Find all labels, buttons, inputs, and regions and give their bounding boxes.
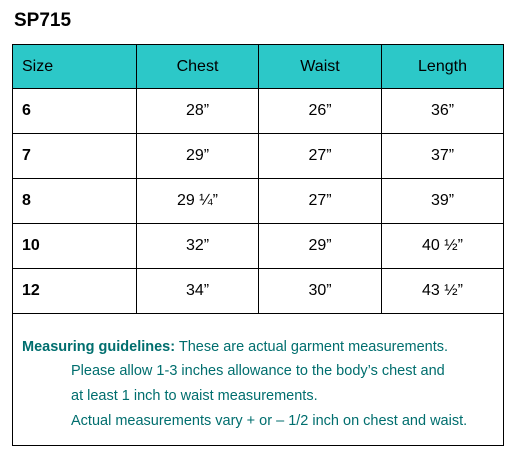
cell-size: 12 <box>13 269 137 314</box>
table-row <box>13 89 504 134</box>
cell-waist: 27” <box>259 134 382 179</box>
header-chest: Chest <box>137 45 259 89</box>
table-row <box>13 179 504 224</box>
cell-chest: 28” <box>137 89 259 134</box>
cell-chest: 29 ¼” <box>137 179 259 224</box>
cell-length: 37” <box>382 134 504 179</box>
table-row <box>13 134 504 179</box>
cell-length: 36” <box>382 89 504 134</box>
cell-length: 40 ½” <box>382 224 504 269</box>
chart-title: SP715 <box>14 10 72 31</box>
guidelines-line-2: Please allow 1-3 inches allowance to the body’s chest and <box>71 363 445 379</box>
cell-size: 8 <box>13 179 137 224</box>
table-row <box>13 224 504 269</box>
cell-waist: 26” <box>259 89 382 134</box>
header-row <box>13 45 504 89</box>
cell-length: 43 ½” <box>382 269 504 314</box>
cell-chest: 32” <box>137 224 259 269</box>
size-table <box>12 44 504 446</box>
header-size: Size <box>13 45 137 89</box>
cell-waist: 27” <box>259 179 382 224</box>
guidelines-line-1 <box>22 338 448 356</box>
cell-waist: 29” <box>259 224 382 269</box>
cell-length: 39” <box>382 179 504 224</box>
guidelines-cell <box>13 314 504 446</box>
cell-waist: 30” <box>259 269 382 314</box>
header-length: Length <box>382 45 504 89</box>
table-row <box>13 269 504 314</box>
guidelines-row <box>13 314 504 446</box>
cell-chest: 29” <box>137 134 259 179</box>
cell-size: 10 <box>13 224 137 269</box>
cell-size: 6 <box>13 89 137 134</box>
guidelines-line-4: Actual measurements vary + or – 1/2 inch on chest and waist. <box>71 413 468 429</box>
measuring-guidelines <box>13 314 503 445</box>
header-waist: Waist <box>259 45 382 89</box>
guidelines-text-1: These are actual garment measurements. <box>175 339 449 355</box>
cell-chest: 34” <box>137 269 259 314</box>
guidelines-line-3: at least 1 inch to waist measurements. <box>71 388 318 404</box>
guidelines-label: Measuring guidelines: <box>22 339 176 355</box>
cell-size: 7 <box>13 134 137 179</box>
